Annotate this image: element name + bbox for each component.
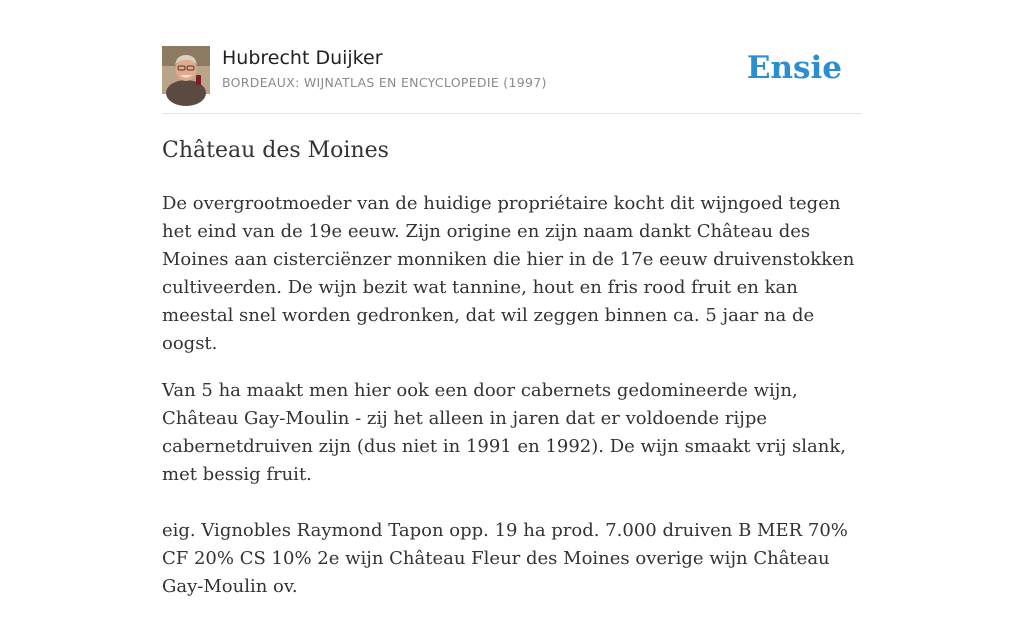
author-name[interactable]: Hubrecht Duijker <box>222 47 383 69</box>
article-facts: eig. Vignobles Raymond Tapon opp. 19 ha prod. 7.000 druiven B MER 70% CF 20% CS 10% 2e wijn Château Fleur des Moines overige wijn Château Gay-Moulin ov. <box>162 520 848 597</box>
source-title: BORDEAUX: WIJNATLAS EN ENCYCLOPEDIE (1997) <box>222 75 547 90</box>
ensie-logo[interactable]: Ensie <box>746 50 842 86</box>
article-body <box>162 190 867 620</box>
article-paragraph: De overgrootmoeder van de huidige propriétaire kocht dit wijngoed tegen het eind van de 19e eeuw. Zijn origine en zijn naam dankt Château des Moines aan cisterciënzer monniken die hier in de 17e eeuw druivenstokken cultiveerden. De wijn bezit wat tannine, hout en fris rood fruit en kan meestal snel worden gedronken, dat wil zeggen binnen ca. 5 jaar na de oogst. <box>162 193 855 354</box>
avatar-portrait-icon <box>162 46 210 94</box>
header-divider <box>162 113 862 114</box>
article-paragraph: Van 5 ha maakt men hier ook een door cabernets gedomineerde wijn, Château Gay-Moulin - zij het alleen in jaren dat er voldoende rijpe cabernetdruiven zijn (dus niet in 1991 en 1992). De wijn smaakt vrij slank, met bessig fruit. <box>162 380 846 485</box>
article-title: Château des Moines <box>162 138 389 163</box>
author-avatar[interactable] <box>162 46 210 94</box>
author-header <box>162 46 862 96</box>
